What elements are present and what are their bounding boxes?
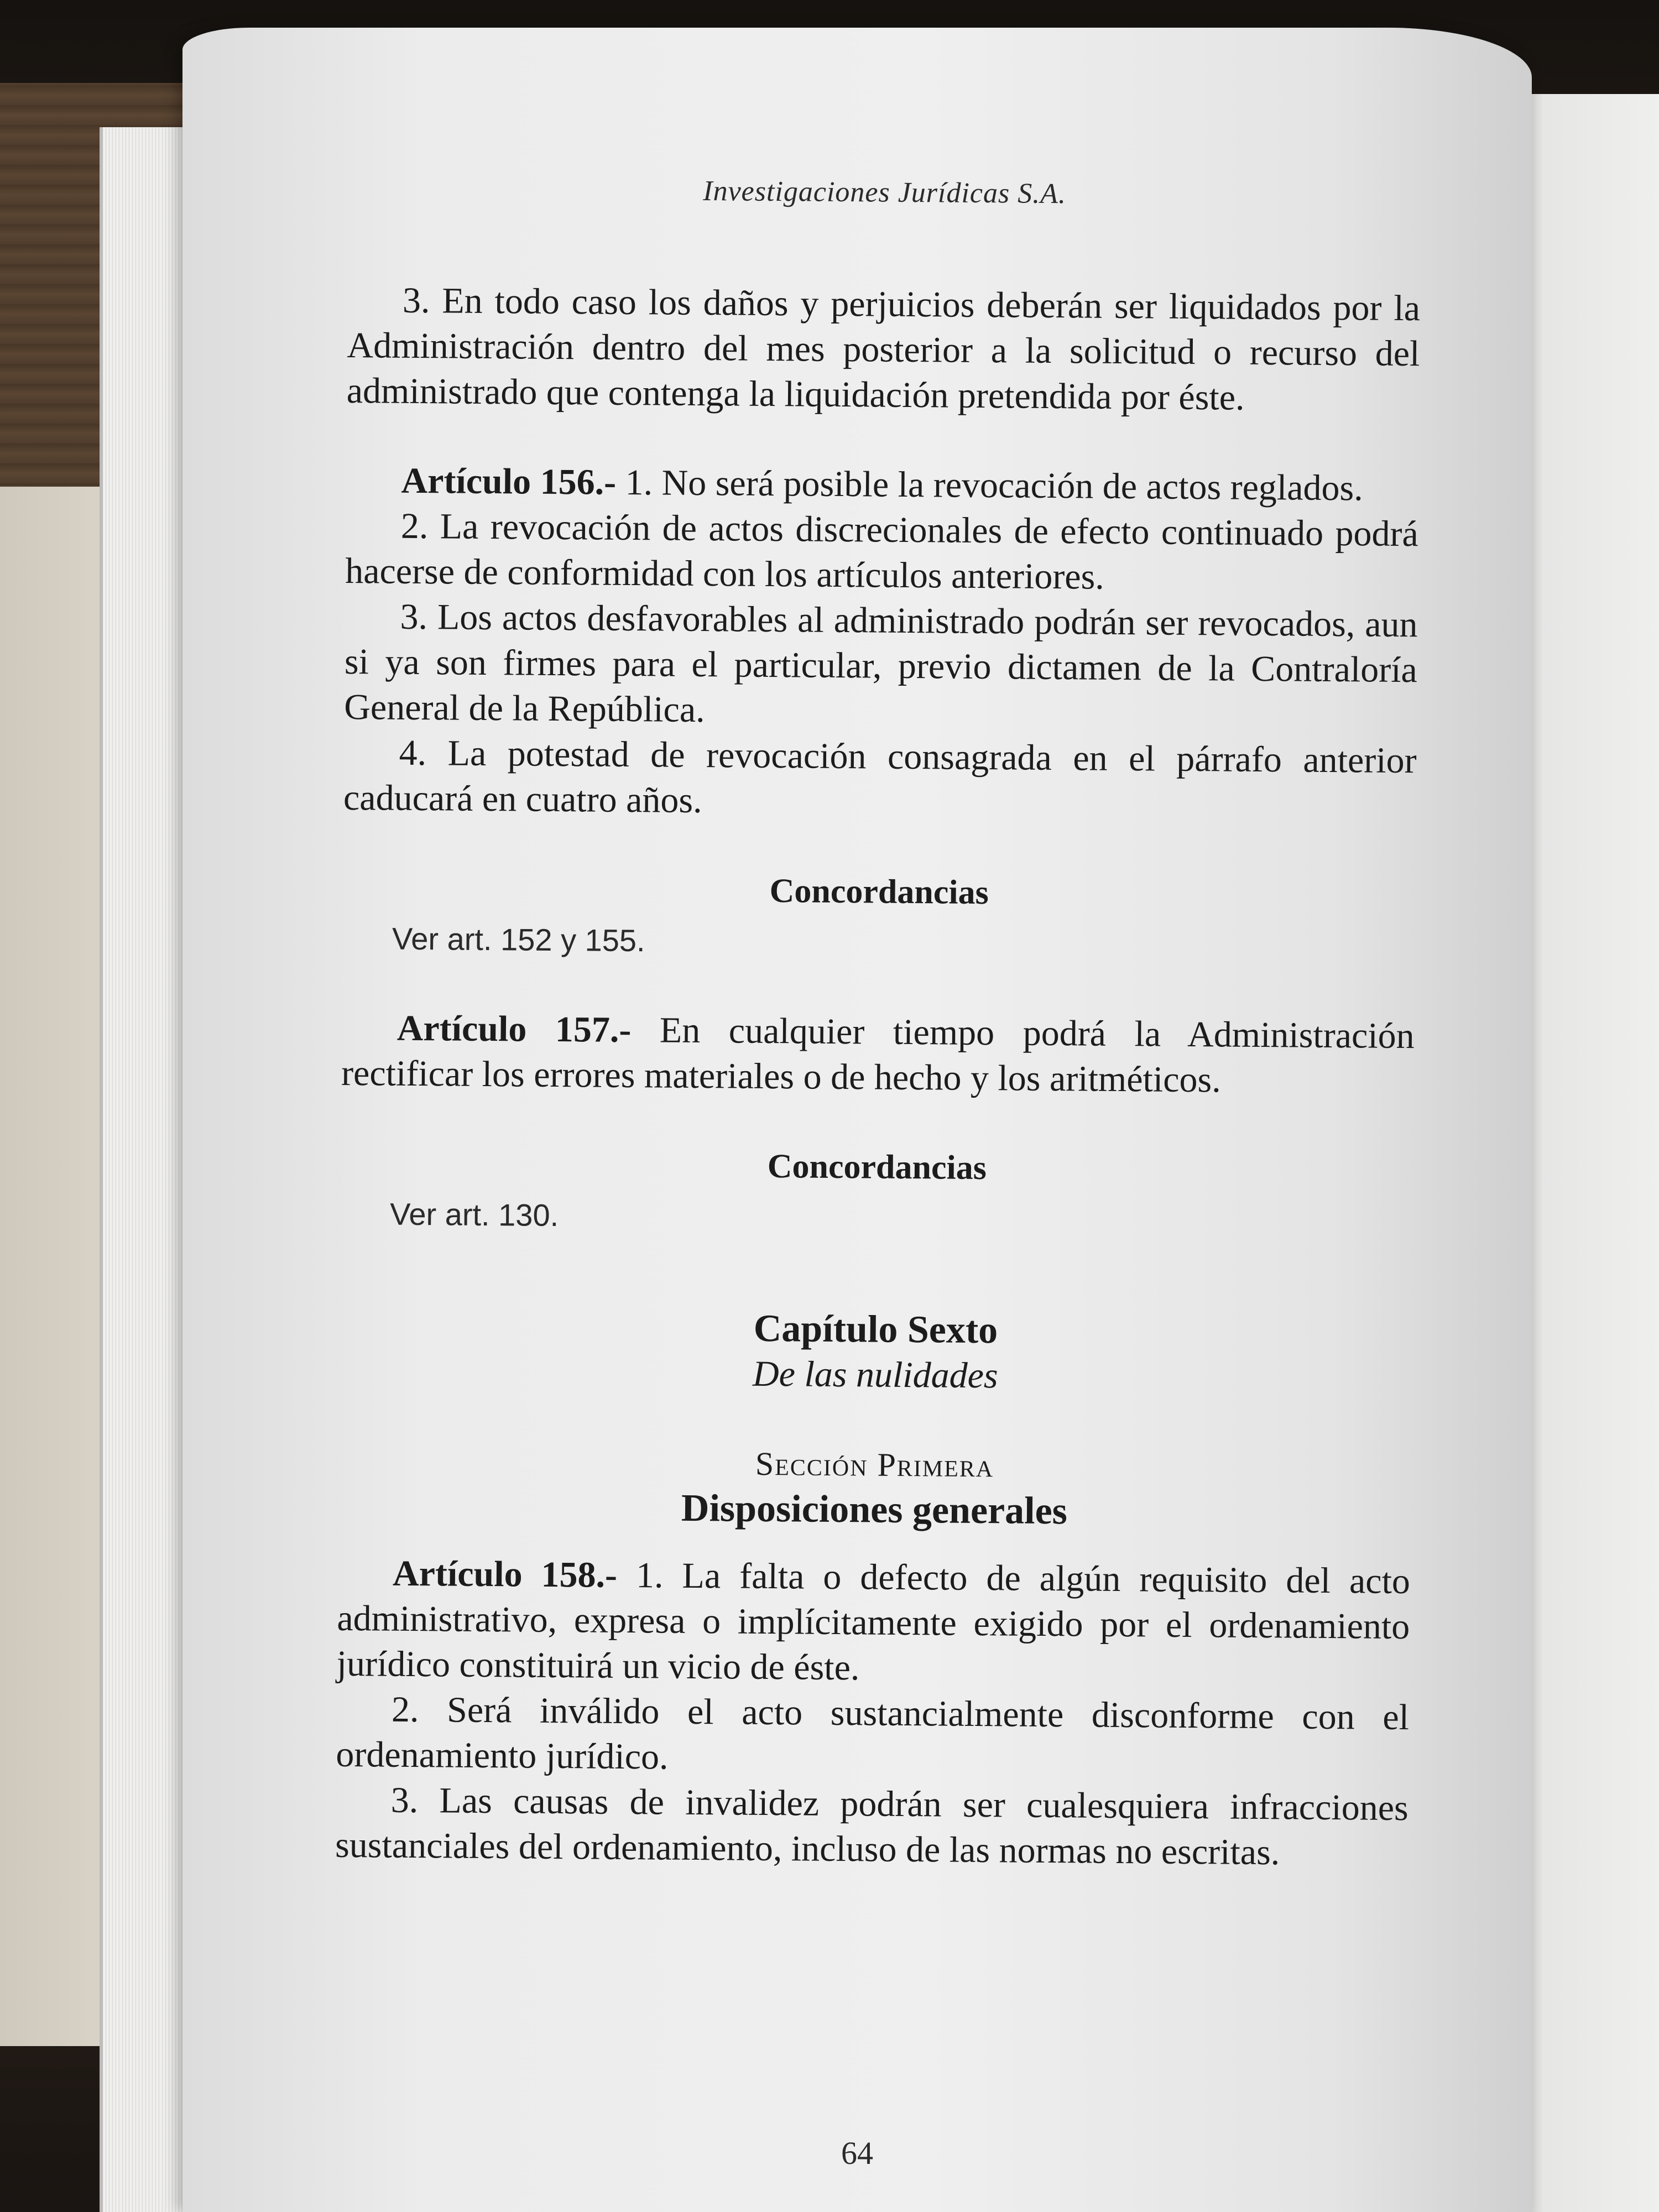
- article-157-text: En cualquier tiempo podrá la Administración rectificar los errores materiales o de hecho y los aritméticos.: [341, 1010, 1415, 1100]
- concordancias-reference-1: Ver art. 152 y 155.: [392, 921, 645, 958]
- article-158-para-1: [336, 1551, 1410, 1695]
- article-158-clause-2: 2. Será inválido el acto sustancialmente disconforme con el ordenamiento jurídico.: [336, 1689, 1410, 1777]
- concordancias-reference-2: Ver art. 130.: [389, 1196, 559, 1233]
- article-158-clause-1: 1. La falta o defecto de algún requisito del acto administrativo, expresa o implícitamente exigido por el ordenamiento jurídico constituirá un vicio de éste.: [336, 1554, 1411, 1688]
- concordancias-heading-1: Concordancias: [769, 872, 989, 912]
- article-156-clause-1: 1. No será posible la revocación de actos reglados.: [615, 462, 1364, 509]
- concordancias-heading-2: Concordancias: [767, 1147, 987, 1187]
- article-156-para-1: [346, 458, 1419, 512]
- article-156-clause-3: 3. Los actos desfavorables al administrado podrán ser revocados, aun si ya son firmes para el particular, previo dictamen de la Contraloría General de la República.: [344, 596, 1418, 731]
- facing-page-edge: [1515, 94, 1659, 2212]
- paragraph-damages: 3. En todo caso los daños y perjuicios deberán ser liquidados por la Administración dentro del mes posterior a la solicitud o recurso del administrado que contenga la liquidación pretendida por éste.: [346, 280, 1421, 418]
- article-158-clause-3: 3. Las causas de invalidez podrán ser cualesquiera infracciones sustanciales del ordenamiento, incluso de las normas no escritas.: [335, 1780, 1409, 1873]
- page-text-block: [335, 166, 1421, 1876]
- article-158-label: Artículo 158.-: [392, 1553, 618, 1595]
- section-subtitle: Disposiciones generales: [681, 1486, 1068, 1533]
- article-157-label: Artículo 157.-: [397, 1008, 632, 1051]
- running-header: Investigaciones Jurídicas S.A.: [703, 175, 1067, 210]
- chapter-title: Capítulo Sexto: [753, 1307, 998, 1352]
- section-title: Sección Primera: [755, 1445, 994, 1484]
- article-157: [341, 1005, 1415, 1104]
- chapter-subtitle: De las nulidades: [752, 1353, 998, 1396]
- book-page: [182, 28, 1532, 2212]
- article-156-label: Artículo 156.-: [401, 460, 617, 503]
- article-156-clause-2: 2. La revocación de actos discrecionales de efecto continuado podrá hacerse de conformidad con los artículos anteriores.: [345, 505, 1419, 597]
- page-number: 64: [841, 2135, 873, 2171]
- article-156-clause-4: 4. La potestad de revocación consagrada en el párrafo anterior caducará en cuatro años.: [343, 732, 1417, 821]
